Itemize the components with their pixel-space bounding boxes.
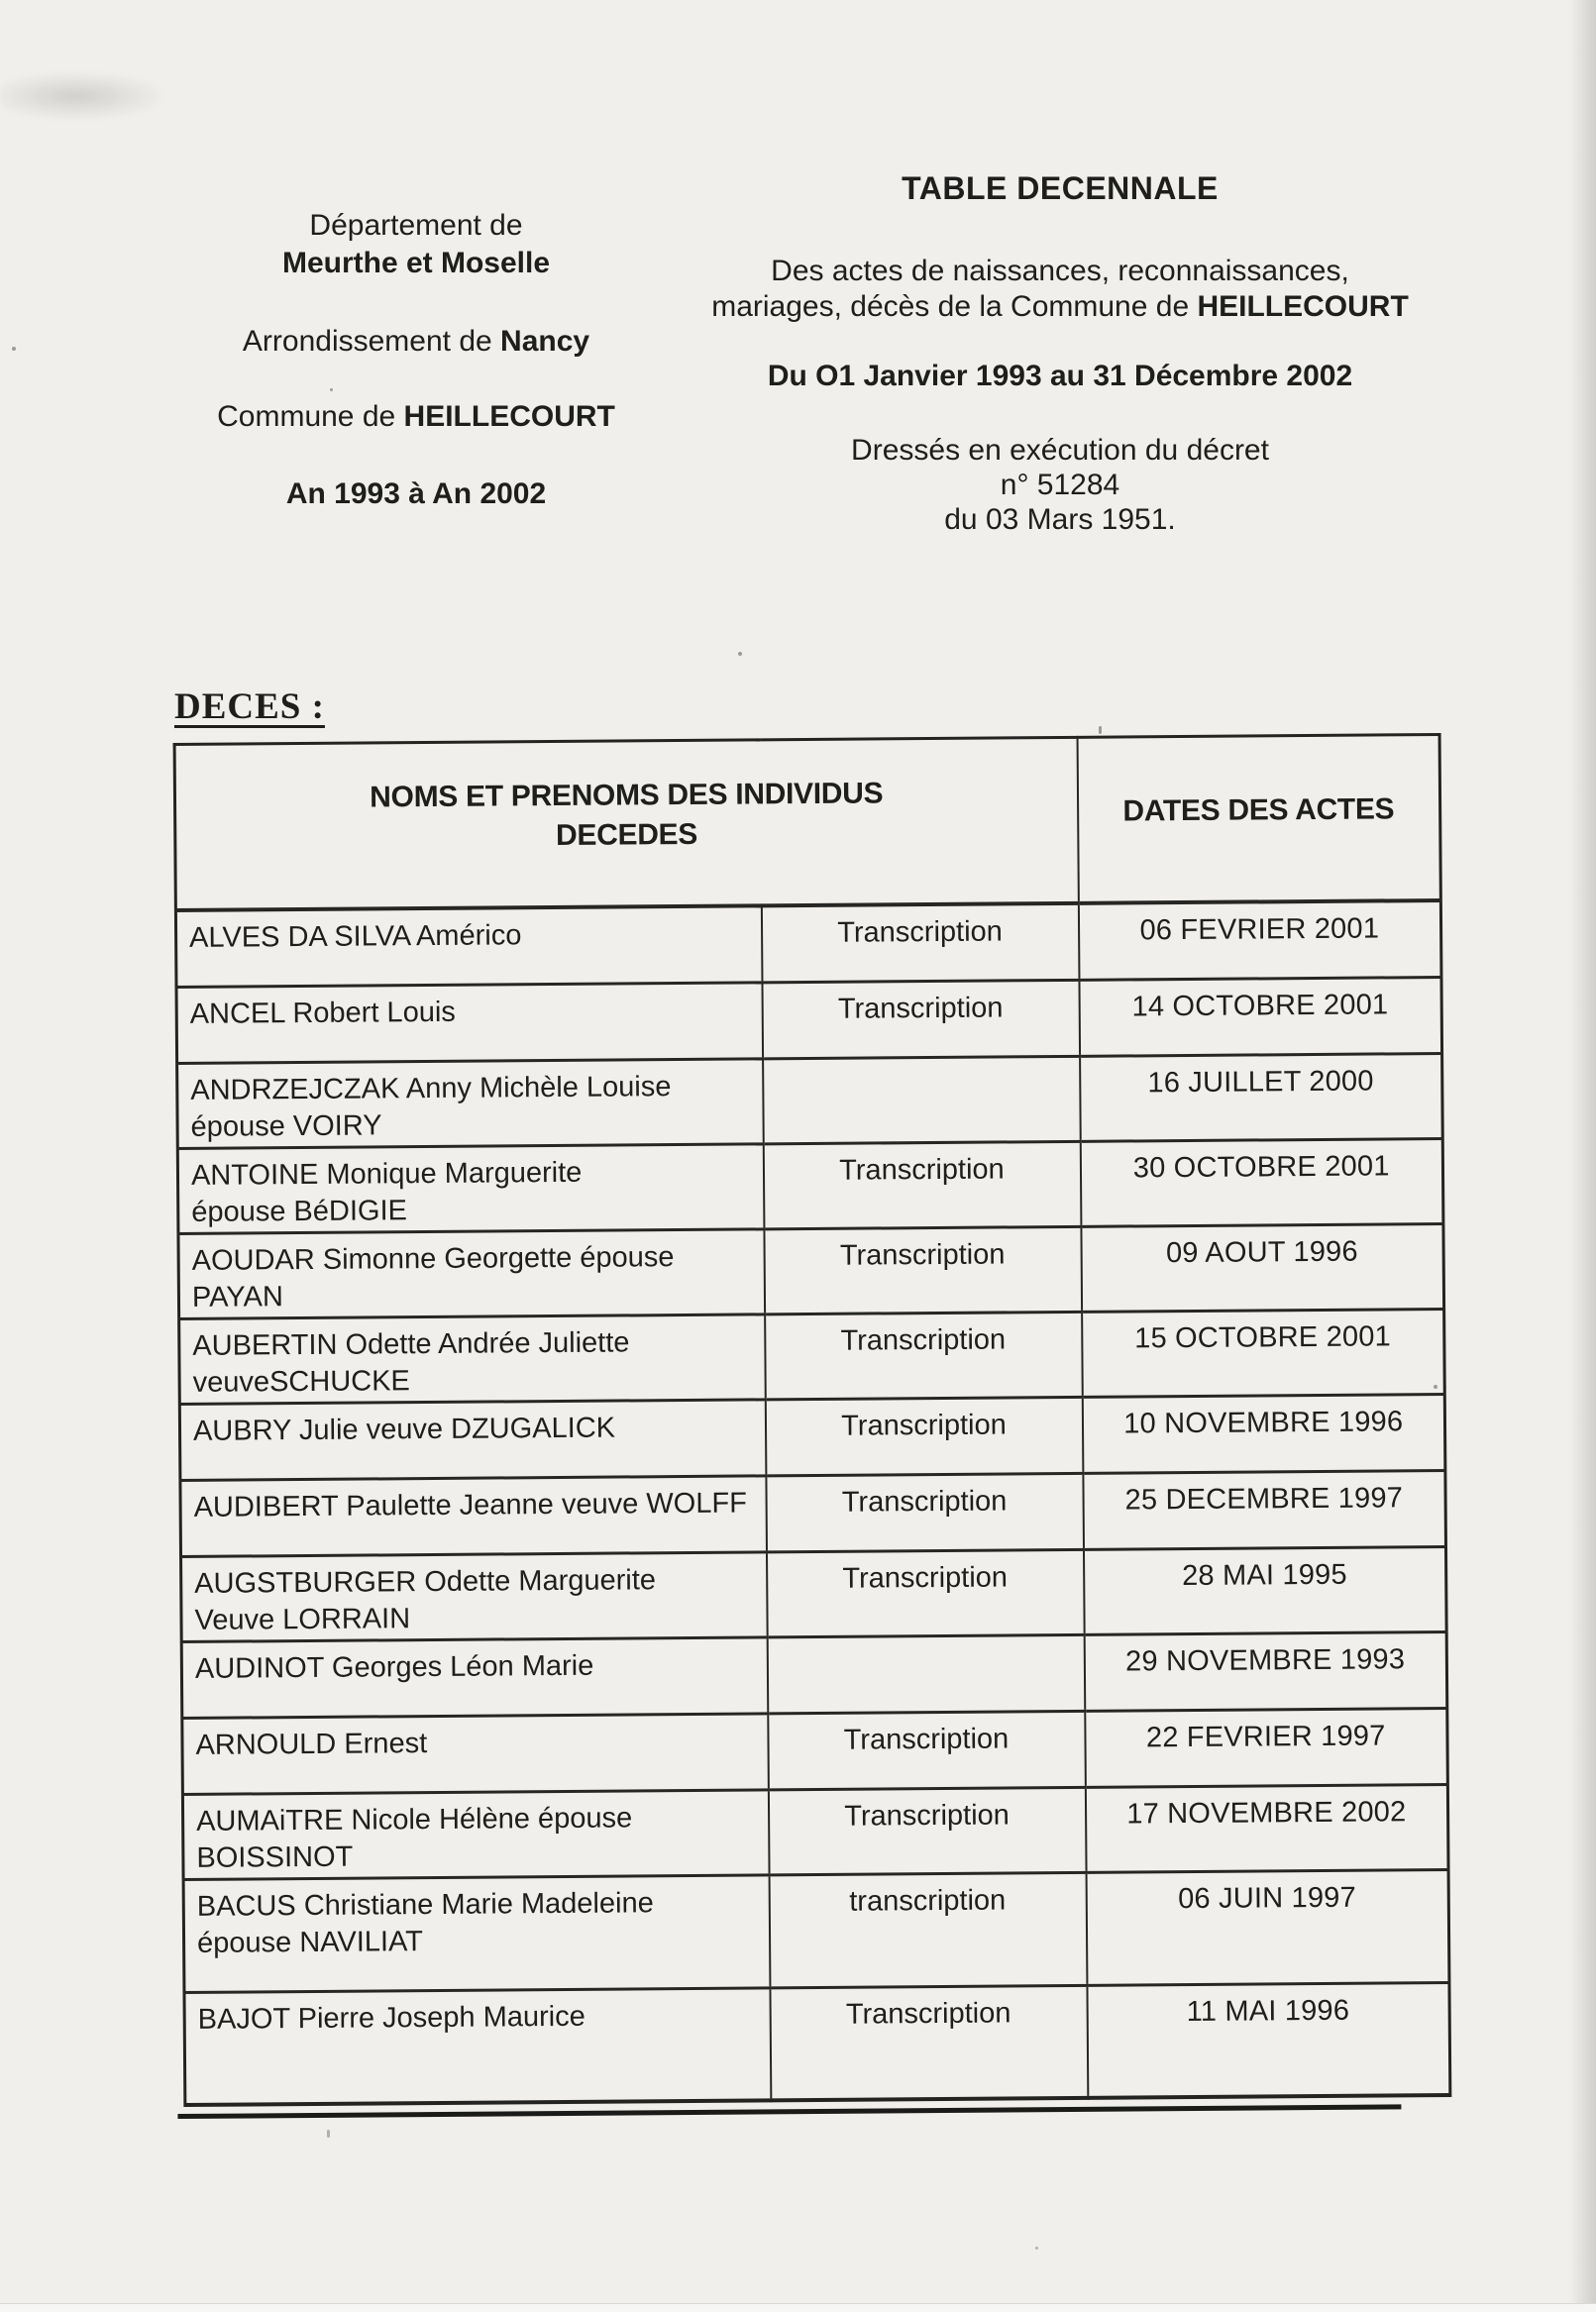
arrondissement-name: Nancy bbox=[500, 325, 590, 358]
department-name: Meurthe et Moselle bbox=[281, 247, 551, 279]
table-row bbox=[179, 1309, 1445, 1404]
subtitle-commune-name: HEILLECOURT bbox=[1197, 290, 1409, 323]
table-row bbox=[175, 900, 1441, 987]
deceased-name-cell: AUBERTIN Odette Andrée Juliette veuveSCHUCKE bbox=[179, 1314, 766, 1404]
act-date-cell: 10 NOVEMBRE 1996 bbox=[1082, 1394, 1445, 1473]
table-row bbox=[176, 977, 1442, 1063]
act-type-cell: Transcription bbox=[761, 903, 1079, 983]
act-type-cell: Transcription bbox=[766, 1473, 1084, 1552]
act-type-cell: Transcription bbox=[762, 980, 1080, 1059]
act-date-cell: 30 OCTOBRE 2001 bbox=[1080, 1138, 1443, 1226]
act-date-cell: 06 JUIN 1997 bbox=[1086, 1869, 1449, 1985]
act-type-cell: transcription bbox=[769, 1872, 1087, 1988]
department-label: Département de bbox=[309, 209, 523, 242]
deceased-name-cell: AUMAiTRE Nicole Hélène épouse BOISSINOT bbox=[182, 1789, 769, 1879]
act-date-cell: 22 FEVRIER 1997 bbox=[1085, 1708, 1448, 1787]
act-type-cell: Transcription bbox=[768, 1711, 1086, 1790]
scan-speck bbox=[12, 347, 16, 351]
scan-right-edge-shadow bbox=[1570, 0, 1596, 2312]
subtitle-line-1: Des actes de naissances, reconnaissances, bbox=[771, 255, 1349, 287]
table-row bbox=[184, 1982, 1450, 2105]
section-heading-deces: DECES : bbox=[174, 686, 325, 727]
header-dates-cell: DATES DES ACTES bbox=[1077, 734, 1440, 902]
commune-name: HEILLECOURT bbox=[403, 400, 615, 433]
act-date-cell: 09 AOUT 1996 bbox=[1081, 1223, 1444, 1312]
scan-smudge bbox=[0, 71, 168, 121]
table-row bbox=[177, 1138, 1443, 1233]
act-date-cell: 25 DECEMBRE 1997 bbox=[1083, 1470, 1446, 1549]
table-row bbox=[178, 1223, 1444, 1318]
act-date-cell: 29 NOVEMBRE 1993 bbox=[1084, 1631, 1447, 1711]
header-names-line-2: DECEDES bbox=[555, 817, 698, 852]
act-type-cell: Transcription bbox=[763, 1141, 1081, 1229]
act-date-cell: 15 OCTOBRE 2001 bbox=[1082, 1309, 1445, 1397]
deceased-name-cell: ANCEL Robert Louis bbox=[176, 982, 763, 1063]
act-date-cell: 14 OCTOBRE 2001 bbox=[1079, 977, 1442, 1056]
scan-bottom-edge bbox=[0, 2303, 1596, 2312]
deceased-name-cell: ANTOINE Monique Marguerite épouse BéDIGIE bbox=[177, 1143, 764, 1233]
act-date-cell: 11 MAI 1996 bbox=[1087, 1982, 1450, 2098]
table-header-row bbox=[174, 734, 1440, 910]
scan-speck bbox=[1099, 726, 1102, 734]
act-type-cell: Transcription bbox=[768, 1787, 1086, 1875]
act-type-cell: Transcription bbox=[764, 1226, 1082, 1314]
act-type-cell: Transcription bbox=[765, 1312, 1083, 1400]
scan-speck bbox=[330, 388, 333, 391]
deceased-name-cell: ARNOULD Ernest bbox=[182, 1713, 769, 1794]
scan-heavy-rule bbox=[177, 2104, 1401, 2119]
subtitle-line-2-text: mariages, décès de la Commune de bbox=[711, 290, 1198, 323]
deceased-name-cell: BACUS Christiane Marie Madeleine épouse NAVILIAT bbox=[183, 1874, 770, 1992]
arrondissement-line bbox=[168, 324, 664, 360]
scan-speck bbox=[1035, 2247, 1038, 2250]
table-row bbox=[179, 1394, 1445, 1480]
decree-line-2: n° 51284 bbox=[1000, 469, 1120, 501]
deceased-name-cell: AOUDAR Simonne Georgette épouse PAYAN bbox=[178, 1228, 765, 1318]
deceased-name-cell: ALVES DA SILVA Américo bbox=[175, 905, 762, 987]
table-row bbox=[177, 1053, 1443, 1148]
scan-speck bbox=[738, 652, 742, 656]
deceased-name-cell: BAJOT Pierre Joseph Maurice bbox=[184, 1987, 771, 2105]
act-type-cell: Transcription bbox=[765, 1397, 1083, 1476]
table-row bbox=[180, 1470, 1446, 1556]
table-row bbox=[183, 1869, 1449, 1992]
act-date-cell: 17 NOVEMBRE 2002 bbox=[1085, 1784, 1448, 1872]
subtitle-line-2 bbox=[654, 289, 1466, 325]
commune-label: Commune de bbox=[217, 400, 404, 433]
commune-line bbox=[168, 399, 664, 435]
header-names-line-1: NOMS ET PRENOMS DES INDIVIDUS bbox=[370, 776, 884, 813]
table-row bbox=[182, 1784, 1448, 1879]
deceased-name-cell: AUBRY Julie veuve DZUGALICK bbox=[179, 1399, 766, 1480]
act-type-cell bbox=[767, 1634, 1085, 1714]
decree-line-1: Dressés en exécution du décret bbox=[851, 434, 1269, 467]
act-type-cell: Transcription bbox=[766, 1549, 1084, 1637]
year-range: An 1993 à An 2002 bbox=[285, 477, 547, 510]
act-date-cell: 06 FEVRIER 2001 bbox=[1078, 900, 1441, 980]
deceased-name-cell: AUDINOT Georges Léon Marie bbox=[181, 1636, 768, 1718]
arrondissement-label: Arrondissement de bbox=[242, 325, 501, 358]
table-row bbox=[182, 1708, 1448, 1794]
act-date-cell: 16 JUILLET 2000 bbox=[1080, 1053, 1443, 1141]
table-row bbox=[181, 1546, 1447, 1641]
act-type-cell bbox=[763, 1056, 1081, 1144]
deceased-name-cell: ANDRZEJCZAK Anny Michèle Louise épouse VOIRY bbox=[177, 1058, 764, 1148]
deaths-table bbox=[173, 733, 1452, 2107]
period-line: Du O1 Janvier 1993 au 31 Décembre 2002 bbox=[767, 360, 1353, 392]
scan-speck bbox=[327, 2130, 330, 2138]
deceased-name-cell: AUDIBERT Paulette Jeanne veuve WOLFF bbox=[180, 1475, 767, 1556]
deceased-name-cell: AUGSTBURGER Odette Marguerite Veuve LORRAIN bbox=[181, 1551, 768, 1641]
act-type-cell: Transcription bbox=[770, 1985, 1088, 2101]
document-title: TABLE DECENNALE bbox=[902, 170, 1219, 206]
decree-line-3: du 03 Mars 1951. bbox=[944, 503, 1176, 536]
header-names-cell bbox=[174, 737, 1078, 910]
deaths-table-wrapper bbox=[173, 733, 1449, 2119]
act-date-cell: 28 MAI 1995 bbox=[1083, 1546, 1446, 1634]
table-row bbox=[181, 1631, 1447, 1718]
